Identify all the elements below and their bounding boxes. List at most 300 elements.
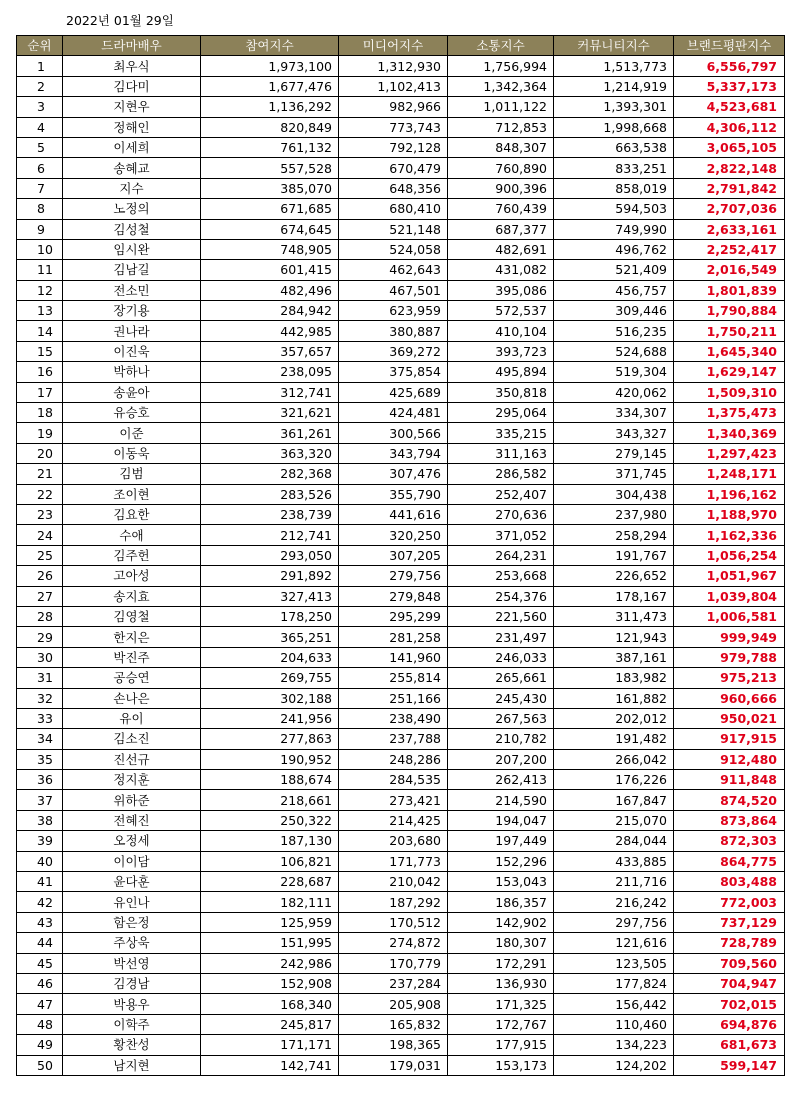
header-community-index: 커뮤니티지수	[554, 36, 674, 56]
brand-reputation-index-cell: 694,876	[674, 1014, 785, 1034]
media-index-cell: 165,832	[339, 1014, 448, 1034]
rank-cell: 48	[17, 1014, 63, 1034]
participation-index-cell: 1,973,100	[201, 56, 339, 76]
rank-cell: 27	[17, 586, 63, 606]
communication-index-cell: 264,231	[448, 545, 554, 565]
rank-cell: 10	[17, 239, 63, 259]
media-index-cell: 982,966	[339, 97, 448, 117]
community-index-cell: 121,616	[554, 933, 674, 953]
community-index-cell: 519,304	[554, 362, 674, 382]
rank-cell: 3	[17, 97, 63, 117]
communication-index-cell: 153,173	[448, 1055, 554, 1075]
communication-index-cell: 171,325	[448, 994, 554, 1014]
communication-index-cell: 410,104	[448, 321, 554, 341]
communication-index-cell: 371,052	[448, 525, 554, 545]
header-participation-index: 참여지수	[201, 36, 339, 56]
media-index-cell: 1,312,930	[339, 56, 448, 76]
header-communication-index: 소통지수	[448, 36, 554, 56]
table-row	[17, 260, 785, 280]
brand-reputation-index-cell: 979,788	[674, 647, 785, 667]
community-index-cell: 176,226	[554, 770, 674, 790]
table-row	[17, 239, 785, 259]
brand-reputation-index-cell: 1,509,310	[674, 382, 785, 402]
brand-reputation-index-cell: 1,297,423	[674, 443, 785, 463]
brand-reputation-index-cell: 1,196,162	[674, 484, 785, 504]
media-index-cell: 295,299	[339, 606, 448, 626]
media-index-cell: 343,794	[339, 443, 448, 463]
participation-index-cell: 284,942	[201, 301, 339, 321]
rank-cell: 24	[17, 525, 63, 545]
table-row	[17, 831, 785, 851]
brand-reputation-index-cell: 2,016,549	[674, 260, 785, 280]
brand-reputation-index-cell: 737,129	[674, 912, 785, 932]
actor-name-cell: 김영철	[63, 606, 201, 626]
community-index-cell: 156,442	[554, 994, 674, 1014]
communication-index-cell: 760,890	[448, 158, 554, 178]
participation-index-cell: 168,340	[201, 994, 339, 1014]
brand-reputation-index-cell: 1,056,254	[674, 545, 785, 565]
media-index-cell: 355,790	[339, 484, 448, 504]
media-index-cell: 680,410	[339, 199, 448, 219]
participation-index-cell: 321,621	[201, 403, 339, 423]
actor-name-cell: 유이	[63, 708, 201, 728]
community-index-cell: 387,161	[554, 647, 674, 667]
table-row	[17, 382, 785, 402]
communication-index-cell: 254,376	[448, 586, 554, 606]
brand-reputation-index-cell: 3,065,105	[674, 137, 785, 157]
communication-index-cell: 252,407	[448, 484, 554, 504]
brand-reputation-index-cell: 950,021	[674, 708, 785, 728]
participation-index-cell: 601,415	[201, 260, 339, 280]
rank-cell: 14	[17, 321, 63, 341]
communication-index-cell: 197,449	[448, 831, 554, 851]
table-row	[17, 199, 785, 219]
table-row	[17, 423, 785, 443]
table-row	[17, 851, 785, 871]
rank-cell: 16	[17, 362, 63, 382]
communication-index-cell: 712,853	[448, 117, 554, 137]
community-index-cell: 191,767	[554, 545, 674, 565]
table-row	[17, 566, 785, 586]
media-index-cell: 284,535	[339, 770, 448, 790]
actor-name-cell: 박용우	[63, 994, 201, 1014]
media-index-cell: 170,512	[339, 912, 448, 932]
communication-index-cell: 286,582	[448, 464, 554, 484]
communication-index-cell: 431,082	[448, 260, 554, 280]
brand-reputation-index-cell: 599,147	[674, 1055, 785, 1075]
table-row	[17, 158, 785, 178]
actor-name-cell: 김다미	[63, 76, 201, 96]
table-row	[17, 545, 785, 565]
community-index-cell: 191,482	[554, 729, 674, 749]
community-index-cell: 216,242	[554, 892, 674, 912]
community-index-cell: 594,503	[554, 199, 674, 219]
actor-name-cell: 송혜교	[63, 158, 201, 178]
media-index-cell: 441,616	[339, 504, 448, 524]
communication-index-cell: 246,033	[448, 647, 554, 667]
media-index-cell: 237,284	[339, 973, 448, 993]
media-index-cell: 205,908	[339, 994, 448, 1014]
community-index-cell: 237,980	[554, 504, 674, 524]
community-index-cell: 309,446	[554, 301, 674, 321]
participation-index-cell: 385,070	[201, 178, 339, 198]
community-index-cell: 134,223	[554, 1035, 674, 1055]
communication-index-cell: 687,377	[448, 219, 554, 239]
communication-index-cell: 393,723	[448, 341, 554, 361]
table-row	[17, 973, 785, 993]
brand-reputation-index-cell: 1,629,147	[674, 362, 785, 382]
actor-name-cell: 이동욱	[63, 443, 201, 463]
brand-reputation-index-cell: 728,789	[674, 933, 785, 953]
table-row	[17, 504, 785, 524]
communication-index-cell: 395,086	[448, 280, 554, 300]
report-date: 2022년 01월 29일	[66, 13, 174, 28]
media-index-cell: 203,680	[339, 831, 448, 851]
media-index-cell: 237,788	[339, 729, 448, 749]
community-index-cell: 833,251	[554, 158, 674, 178]
rank-cell: 7	[17, 178, 63, 198]
actor-name-cell: 정지훈	[63, 770, 201, 790]
communication-index-cell: 1,011,122	[448, 97, 554, 117]
community-index-cell: 311,473	[554, 606, 674, 626]
actor-name-cell: 김주헌	[63, 545, 201, 565]
participation-index-cell: 151,995	[201, 933, 339, 953]
media-index-cell: 248,286	[339, 749, 448, 769]
media-index-cell: 521,148	[339, 219, 448, 239]
actor-name-cell: 진선규	[63, 749, 201, 769]
rank-cell: 35	[17, 749, 63, 769]
community-index-cell: 663,538	[554, 137, 674, 157]
brand-reputation-index-cell: 803,488	[674, 872, 785, 892]
table-header-row	[17, 36, 785, 56]
community-index-cell: 284,044	[554, 831, 674, 851]
community-index-cell: 110,460	[554, 1014, 674, 1034]
rank-cell: 34	[17, 729, 63, 749]
actor-name-cell: 장기용	[63, 301, 201, 321]
community-index-cell: 371,745	[554, 464, 674, 484]
participation-index-cell: 282,368	[201, 464, 339, 484]
brand-reputation-index-cell: 704,947	[674, 973, 785, 993]
rank-cell: 45	[17, 953, 63, 973]
community-index-cell: 524,688	[554, 341, 674, 361]
actor-name-cell: 임시완	[63, 239, 201, 259]
communication-index-cell: 311,163	[448, 443, 554, 463]
participation-index-cell: 1,136,292	[201, 97, 339, 117]
rank-cell: 13	[17, 301, 63, 321]
actor-name-cell: 김소진	[63, 729, 201, 749]
table-row	[17, 280, 785, 300]
participation-index-cell: 238,739	[201, 504, 339, 524]
media-index-cell: 1,102,413	[339, 76, 448, 96]
media-index-cell: 307,476	[339, 464, 448, 484]
actor-name-cell: 권나라	[63, 321, 201, 341]
media-index-cell: 670,479	[339, 158, 448, 178]
media-index-cell: 307,205	[339, 545, 448, 565]
actor-name-cell: 박선영	[63, 953, 201, 973]
rank-cell: 26	[17, 566, 63, 586]
media-index-cell: 141,960	[339, 647, 448, 667]
participation-index-cell: 761,132	[201, 137, 339, 157]
community-index-cell: 1,214,919	[554, 76, 674, 96]
community-index-cell: 121,943	[554, 627, 674, 647]
community-index-cell: 297,756	[554, 912, 674, 932]
rank-cell: 18	[17, 403, 63, 423]
header-brand-reputation-index: 브랜드평판지수	[674, 36, 785, 56]
table-row	[17, 994, 785, 1014]
community-index-cell: 433,885	[554, 851, 674, 871]
rank-cell: 41	[17, 872, 63, 892]
rank-cell: 29	[17, 627, 63, 647]
media-index-cell: 623,959	[339, 301, 448, 321]
community-index-cell: 167,847	[554, 790, 674, 810]
community-index-cell: 521,409	[554, 260, 674, 280]
community-index-cell: 202,012	[554, 708, 674, 728]
communication-index-cell: 848,307	[448, 137, 554, 157]
community-index-cell: 215,070	[554, 810, 674, 830]
actor-name-cell: 김남길	[63, 260, 201, 280]
brand-reputation-index-cell: 872,303	[674, 831, 785, 851]
actor-name-cell: 함은정	[63, 912, 201, 932]
communication-index-cell: 142,902	[448, 912, 554, 932]
actor-name-cell: 유인나	[63, 892, 201, 912]
participation-index-cell: 204,633	[201, 647, 339, 667]
media-index-cell: 281,258	[339, 627, 448, 647]
table-row	[17, 97, 785, 117]
media-index-cell: 279,756	[339, 566, 448, 586]
communication-index-cell: 245,430	[448, 688, 554, 708]
brand-reputation-index-cell: 912,480	[674, 749, 785, 769]
rank-cell: 2	[17, 76, 63, 96]
communication-index-cell: 1,756,994	[448, 56, 554, 76]
table-row	[17, 525, 785, 545]
rank-cell: 44	[17, 933, 63, 953]
actor-name-cell: 박하나	[63, 362, 201, 382]
participation-index-cell: 228,687	[201, 872, 339, 892]
communication-index-cell: 136,930	[448, 973, 554, 993]
brand-reputation-index-cell: 960,666	[674, 688, 785, 708]
communication-index-cell: 295,064	[448, 403, 554, 423]
table-row	[17, 668, 785, 688]
media-index-cell: 648,356	[339, 178, 448, 198]
brand-reputation-index-cell: 1,188,970	[674, 504, 785, 524]
actor-name-cell: 노정의	[63, 199, 201, 219]
participation-index-cell: 283,526	[201, 484, 339, 504]
communication-index-cell: 231,497	[448, 627, 554, 647]
actor-name-cell: 이학주	[63, 1014, 201, 1034]
actor-name-cell: 조이현	[63, 484, 201, 504]
rank-cell: 28	[17, 606, 63, 626]
brand-reputation-index-cell: 1,248,171	[674, 464, 785, 484]
participation-index-cell: 277,863	[201, 729, 339, 749]
rank-cell: 31	[17, 668, 63, 688]
participation-index-cell: 302,188	[201, 688, 339, 708]
brand-reputation-index-cell: 1,051,967	[674, 566, 785, 586]
rank-cell: 8	[17, 199, 63, 219]
media-index-cell: 187,292	[339, 892, 448, 912]
brand-reputation-index-cell: 2,252,417	[674, 239, 785, 259]
header-media-index: 미디어지수	[339, 36, 448, 56]
participation-index-cell: 241,956	[201, 708, 339, 728]
brand-reputation-index-cell: 2,707,036	[674, 199, 785, 219]
media-index-cell: 251,166	[339, 688, 448, 708]
communication-index-cell: 172,291	[448, 953, 554, 973]
actor-name-cell: 위하준	[63, 790, 201, 810]
table-row	[17, 729, 785, 749]
rank-cell: 22	[17, 484, 63, 504]
community-index-cell: 334,307	[554, 403, 674, 423]
participation-index-cell: 238,095	[201, 362, 339, 382]
brand-reputation-index-cell: 709,560	[674, 953, 785, 973]
rank-cell: 50	[17, 1055, 63, 1075]
actor-name-cell: 유승호	[63, 403, 201, 423]
community-index-cell: 1,998,668	[554, 117, 674, 137]
communication-index-cell: 265,661	[448, 668, 554, 688]
rank-cell: 11	[17, 260, 63, 280]
rank-cell: 4	[17, 117, 63, 137]
table-row	[17, 321, 785, 341]
rank-cell: 49	[17, 1035, 63, 1055]
table-row	[17, 464, 785, 484]
rank-cell: 25	[17, 545, 63, 565]
actor-name-cell: 손나은	[63, 688, 201, 708]
actor-name-cell: 지현우	[63, 97, 201, 117]
actor-name-cell: 수애	[63, 525, 201, 545]
brand-reputation-index-cell: 873,864	[674, 810, 785, 830]
participation-index-cell: 125,959	[201, 912, 339, 932]
participation-index-cell: 188,674	[201, 770, 339, 790]
participation-index-cell: 178,250	[201, 606, 339, 626]
communication-index-cell: 900,396	[448, 178, 554, 198]
table-row	[17, 688, 785, 708]
rank-cell: 47	[17, 994, 63, 1014]
media-index-cell: 238,490	[339, 708, 448, 728]
participation-index-cell: 142,741	[201, 1055, 339, 1075]
brand-reputation-index-cell: 5,337,173	[674, 76, 785, 96]
table-row	[17, 1014, 785, 1034]
rank-cell: 19	[17, 423, 63, 443]
participation-index-cell: 365,251	[201, 627, 339, 647]
brand-reputation-index-cell: 1,790,884	[674, 301, 785, 321]
communication-index-cell: 270,636	[448, 504, 554, 524]
brand-reputation-index-cell: 1,162,336	[674, 525, 785, 545]
community-index-cell: 178,167	[554, 586, 674, 606]
actor-name-cell: 전소민	[63, 280, 201, 300]
participation-index-cell: 482,496	[201, 280, 339, 300]
brand-reputation-index-cell: 911,848	[674, 770, 785, 790]
rank-cell: 33	[17, 708, 63, 728]
rank-cell: 9	[17, 219, 63, 239]
table-row	[17, 627, 785, 647]
participation-index-cell: 152,908	[201, 973, 339, 993]
rank-cell: 42	[17, 892, 63, 912]
brand-reputation-index-cell: 864,775	[674, 851, 785, 871]
table-row	[17, 708, 785, 728]
participation-index-cell: 748,905	[201, 239, 339, 259]
participation-index-cell: 212,741	[201, 525, 339, 545]
header-actor: 드라마배우	[63, 36, 201, 56]
table-row	[17, 647, 785, 667]
brand-reputation-index-cell: 1,375,473	[674, 403, 785, 423]
participation-index-cell: 442,985	[201, 321, 339, 341]
community-index-cell: 226,652	[554, 566, 674, 586]
rank-cell: 39	[17, 831, 63, 851]
rank-cell: 46	[17, 973, 63, 993]
table-row	[17, 117, 785, 137]
brand-reputation-index-cell: 1,340,369	[674, 423, 785, 443]
actor-name-cell: 윤다훈	[63, 872, 201, 892]
brand-reputation-table	[16, 35, 785, 1076]
community-index-cell: 343,327	[554, 423, 674, 443]
communication-index-cell: 152,296	[448, 851, 554, 871]
media-index-cell: 462,643	[339, 260, 448, 280]
actor-name-cell: 송지효	[63, 586, 201, 606]
table-row	[17, 341, 785, 361]
brand-reputation-index-cell: 2,822,148	[674, 158, 785, 178]
rank-cell: 20	[17, 443, 63, 463]
communication-index-cell: 335,215	[448, 423, 554, 443]
table-row	[17, 484, 785, 504]
brand-reputation-index-cell: 1,039,804	[674, 586, 785, 606]
actor-name-cell: 박진주	[63, 647, 201, 667]
actor-name-cell: 김성철	[63, 219, 201, 239]
rank-cell: 32	[17, 688, 63, 708]
media-index-cell: 279,848	[339, 586, 448, 606]
media-index-cell: 210,042	[339, 872, 448, 892]
community-index-cell: 516,235	[554, 321, 674, 341]
communication-index-cell: 207,200	[448, 749, 554, 769]
participation-index-cell: 171,171	[201, 1035, 339, 1055]
participation-index-cell: 293,050	[201, 545, 339, 565]
participation-index-cell: 245,817	[201, 1014, 339, 1034]
table-row	[17, 443, 785, 463]
participation-index-cell: 269,755	[201, 668, 339, 688]
actor-name-cell: 주상욱	[63, 933, 201, 953]
actor-name-cell: 한지은	[63, 627, 201, 647]
brand-reputation-index-cell: 4,523,681	[674, 97, 785, 117]
actor-name-cell: 황찬성	[63, 1035, 201, 1055]
community-index-cell: 177,824	[554, 973, 674, 993]
table-row	[17, 76, 785, 96]
communication-index-cell: 253,668	[448, 566, 554, 586]
table-row	[17, 749, 785, 769]
brand-reputation-index-cell: 975,213	[674, 668, 785, 688]
table-row	[17, 403, 785, 423]
table-row	[17, 810, 785, 830]
actor-name-cell: 최우식	[63, 56, 201, 76]
rank-cell: 37	[17, 790, 63, 810]
participation-index-cell: 820,849	[201, 117, 339, 137]
brand-reputation-index-cell: 4,306,112	[674, 117, 785, 137]
actor-name-cell: 남지현	[63, 1055, 201, 1075]
participation-index-cell: 361,261	[201, 423, 339, 443]
community-index-cell: 123,505	[554, 953, 674, 973]
community-index-cell: 279,145	[554, 443, 674, 463]
actor-name-cell: 이이담	[63, 851, 201, 871]
communication-index-cell: 221,560	[448, 606, 554, 626]
table-row	[17, 770, 785, 790]
table-row	[17, 586, 785, 606]
actor-name-cell: 정해인	[63, 117, 201, 137]
communication-index-cell: 760,439	[448, 199, 554, 219]
community-index-cell: 211,716	[554, 872, 674, 892]
header-rank: 순위	[17, 36, 63, 56]
media-index-cell: 424,481	[339, 403, 448, 423]
communication-index-cell: 267,563	[448, 708, 554, 728]
community-index-cell: 1,393,301	[554, 97, 674, 117]
brand-reputation-index-cell: 1,801,839	[674, 280, 785, 300]
actor-name-cell: 고아성	[63, 566, 201, 586]
community-index-cell: 258,294	[554, 525, 674, 545]
